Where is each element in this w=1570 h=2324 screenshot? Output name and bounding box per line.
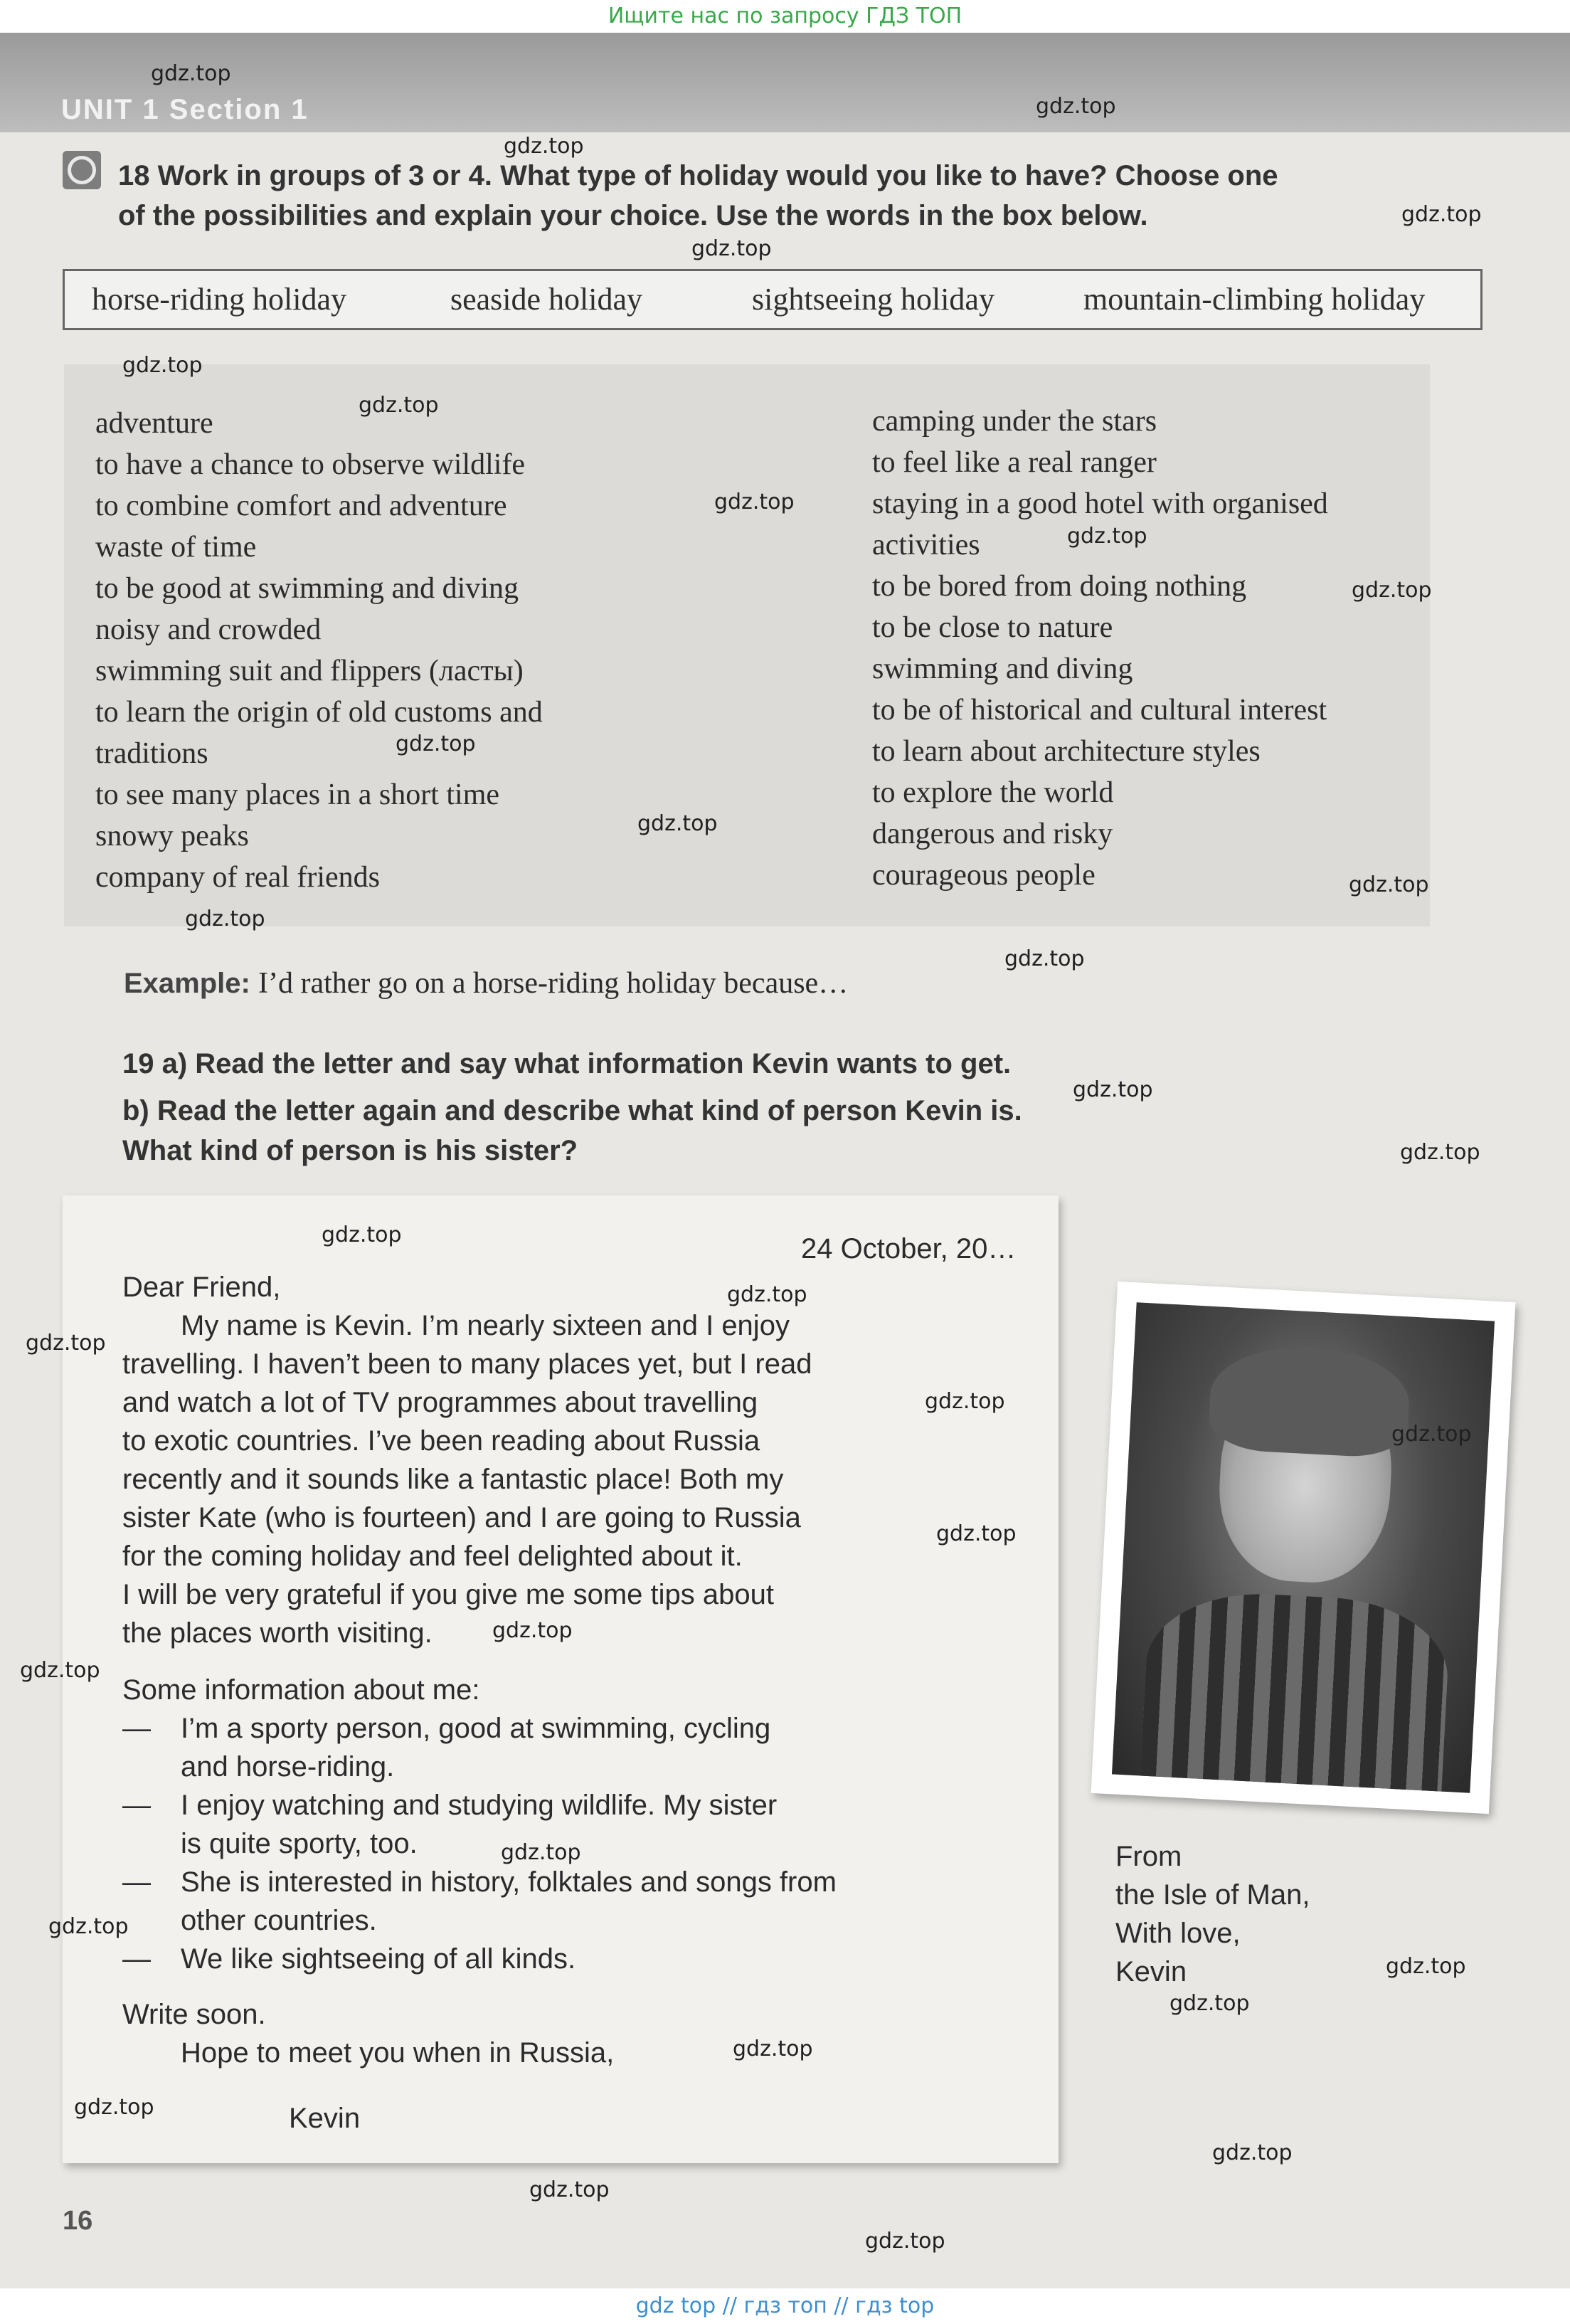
phrase: adventure	[95, 407, 213, 440]
exercise-18-title: 18 Work in groups of 3 or 4. What type of holiday would you like to have? Choose one	[118, 160, 1278, 191]
phrase: to be bored from doing nothing	[872, 570, 1247, 603]
watermark: gdz.top	[185, 907, 265, 931]
phrase: to feel like a real ranger	[872, 446, 1157, 479]
box-word: mountain-climbing holiday	[1083, 282, 1426, 317]
bullet-dash: —	[122, 1790, 151, 1821]
example-line	[124, 966, 848, 1000]
example-label: Example:	[124, 968, 250, 999]
letter-line: recently and it sounds like a fantastic place! Both my	[122, 1464, 784, 1495]
watermark: gdz.top	[936, 1521, 1017, 1546]
kevin-photo	[1091, 1282, 1516, 1814]
watermark: gdz.top	[691, 236, 772, 261]
portrait-image	[1112, 1302, 1495, 1792]
letter-write-soon: Write soon.	[122, 1999, 266, 2030]
watermark: gdz.top	[529, 2177, 610, 2202]
bullet-dash: —	[122, 1713, 151, 1744]
exercise-19b: b) Read the letter again and describe what kind of person Kevin is.	[122, 1095, 1022, 1126]
watermark: gdz.top	[637, 811, 718, 836]
box-word: sightseeing holiday	[752, 282, 994, 317]
unit-header: UNIT 1 Section 1	[61, 94, 309, 125]
watermark: gdz.top	[1073, 1077, 1153, 1102]
watermark: gdz.top	[48, 1914, 129, 1939]
watermark: gdz.top	[492, 1618, 573, 1643]
watermark: gdz.top	[501, 1840, 581, 1865]
bullet-text: I enjoy watching and studying wildlife. My sister	[181, 1790, 778, 1821]
watermark: gdz.top	[733, 2037, 813, 2061]
phrase: to be good at swimming and diving	[95, 572, 519, 605]
bullet-text: is quite sporty, too.	[181, 1828, 418, 1859]
phrase: courageous people	[872, 859, 1096, 892]
watermark: gdz.top	[1036, 94, 1116, 119]
hair-shape	[1207, 1342, 1411, 1459]
letter-date: 24 October, 20…	[801, 1233, 1017, 1264]
phrases-left-column	[95, 403, 543, 898]
group-work-icon	[63, 151, 101, 189]
phrase: to be close to nature	[872, 611, 1113, 644]
photo-caption: With love,	[1115, 1918, 1241, 1949]
letter-closing: Hope to meet you when in Russia,	[181, 2037, 615, 2069]
watermark: gdz.top	[1400, 1140, 1480, 1165]
watermark: gdz.top	[1169, 1991, 1250, 2016]
exercise-19a: 19 a) Read the letter and say what information Kevin wants to get.	[122, 1048, 1012, 1079]
watermark: gdz.top	[1067, 524, 1147, 549]
watermark: gdz.top	[396, 731, 476, 756]
watermark: gdz.top	[20, 1658, 100, 1683]
watermark: gdz.top	[1352, 578, 1432, 603]
photo-caption: Kevin	[1115, 1956, 1187, 1987]
shirt-shape	[1140, 1588, 1451, 1792]
phrase: swimming and diving	[872, 653, 1133, 685]
phrase: to combine comfort and adventure	[95, 490, 507, 522]
photo-caption: the Isle of Man,	[1115, 1879, 1310, 1911]
bullet-text: She is interested in history, folktales and songs from	[181, 1866, 837, 1898]
watermark: gdz.top	[504, 134, 584, 159]
letter-line: My name is Kevin. I’m nearly sixteen and I enjoy	[181, 1310, 790, 1341]
bullet-dash: —	[122, 1943, 151, 1975]
bullet-text: I’m a sporty person, good at swimming, cycling	[181, 1713, 771, 1744]
watermark: gdz.top	[26, 1331, 106, 1356]
watermark: gdz.top	[322, 1222, 402, 1247]
letter-greeting: Dear Friend,	[122, 1272, 281, 1303]
bullet-text: and horse-riding.	[181, 1751, 395, 1782]
bullet-text: We like sightseeing of all kinds.	[181, 1943, 576, 1975]
watermark: gdz.top	[359, 393, 439, 418]
exercise-18-title-line2: of the possibilities and explain your choice. Use the words in the box below.	[118, 200, 1148, 231]
phrase: traditions	[95, 737, 208, 770]
top-notice[interactable]: Ищите нас по запросу ГДЗ ТОП	[0, 0, 1570, 33]
bullet-text: other countries.	[181, 1905, 377, 1936]
watermark: gdz.top	[1349, 872, 1429, 897]
photo-caption: From	[1115, 1841, 1182, 1872]
box-word: horse-riding holiday	[92, 282, 347, 317]
box-word: seaside holiday	[450, 282, 643, 317]
watermark: gdz.top	[1391, 1422, 1472, 1447]
watermark: gdz.top	[151, 61, 231, 86]
letter-line: and watch a lot of TV programmes about travelling	[122, 1387, 758, 1418]
phrase: waste of time	[95, 531, 257, 564]
bullet-dash: —	[122, 1866, 151, 1898]
watermark: gdz.top	[714, 490, 795, 514]
watermark: gdz.top	[1212, 2140, 1293, 2165]
phrase: to be of historical and cultural interest	[872, 694, 1327, 727]
phrase: snowy peaks	[95, 820, 249, 852]
watermark: gdz.top	[865, 2229, 945, 2254]
phrase: company of real friends	[95, 861, 381, 894]
letter-line: for the coming holiday and feel delighted about it.	[122, 1541, 743, 1572]
phrase: to explore the world	[872, 776, 1114, 809]
phrase: activities	[872, 529, 980, 561]
letter-line: I will be very grateful if you give me some tips about	[122, 1579, 774, 1610]
phrase: to have a chance to observe wildlife	[95, 448, 526, 481]
watermark: gdz.top	[1401, 202, 1482, 227]
letter-line: travelling. I haven’t been to many places yet, but I read	[122, 1348, 812, 1380]
watermark: gdz.top	[1386, 1954, 1466, 1979]
phrase: to see many places in a short time	[95, 778, 500, 811]
phrase: staying in a good hotel with organised	[872, 487, 1328, 520]
phrase: to learn the origin of old customs and	[95, 696, 543, 729]
watermark: gdz.top	[1004, 946, 1085, 971]
phrase: noisy and crowded	[95, 613, 322, 646]
letter-signature: Kevin	[289, 2103, 361, 2134]
page-number: 16	[63, 2206, 93, 2236]
example-text: I’d rather go on a horse-riding holiday because…	[258, 967, 849, 1000]
phrases-right-column	[872, 401, 1328, 896]
watermark: gdz.top	[727, 1282, 807, 1307]
exercise-19b-line2: What kind of person is his sister?	[122, 1135, 578, 1166]
bottom-links[interactable]: gdz top // гдз топ // гдз top	[0, 2288, 1570, 2324]
phrase: swimming suit and flippers (ласты)	[95, 655, 524, 687]
phrase: to learn about architecture styles	[872, 735, 1261, 768]
letter-line: to exotic countries. I’ve been reading about Russia	[122, 1425, 760, 1457]
phrase: camping under the stars	[872, 405, 1157, 438]
letter-line: sister Kate (who is fourteen) and I are going to Russia	[122, 1502, 801, 1533]
phrase: dangerous and risky	[872, 818, 1113, 850]
letter-info-heading: Some information about me:	[122, 1674, 480, 1706]
watermark: gdz.top	[122, 353, 203, 378]
watermark: gdz.top	[74, 2095, 154, 2120]
word-box	[63, 269, 1483, 330]
watermark: gdz.top	[925, 1389, 1005, 1414]
letter-line: the places worth visiting.	[122, 1617, 433, 1649]
